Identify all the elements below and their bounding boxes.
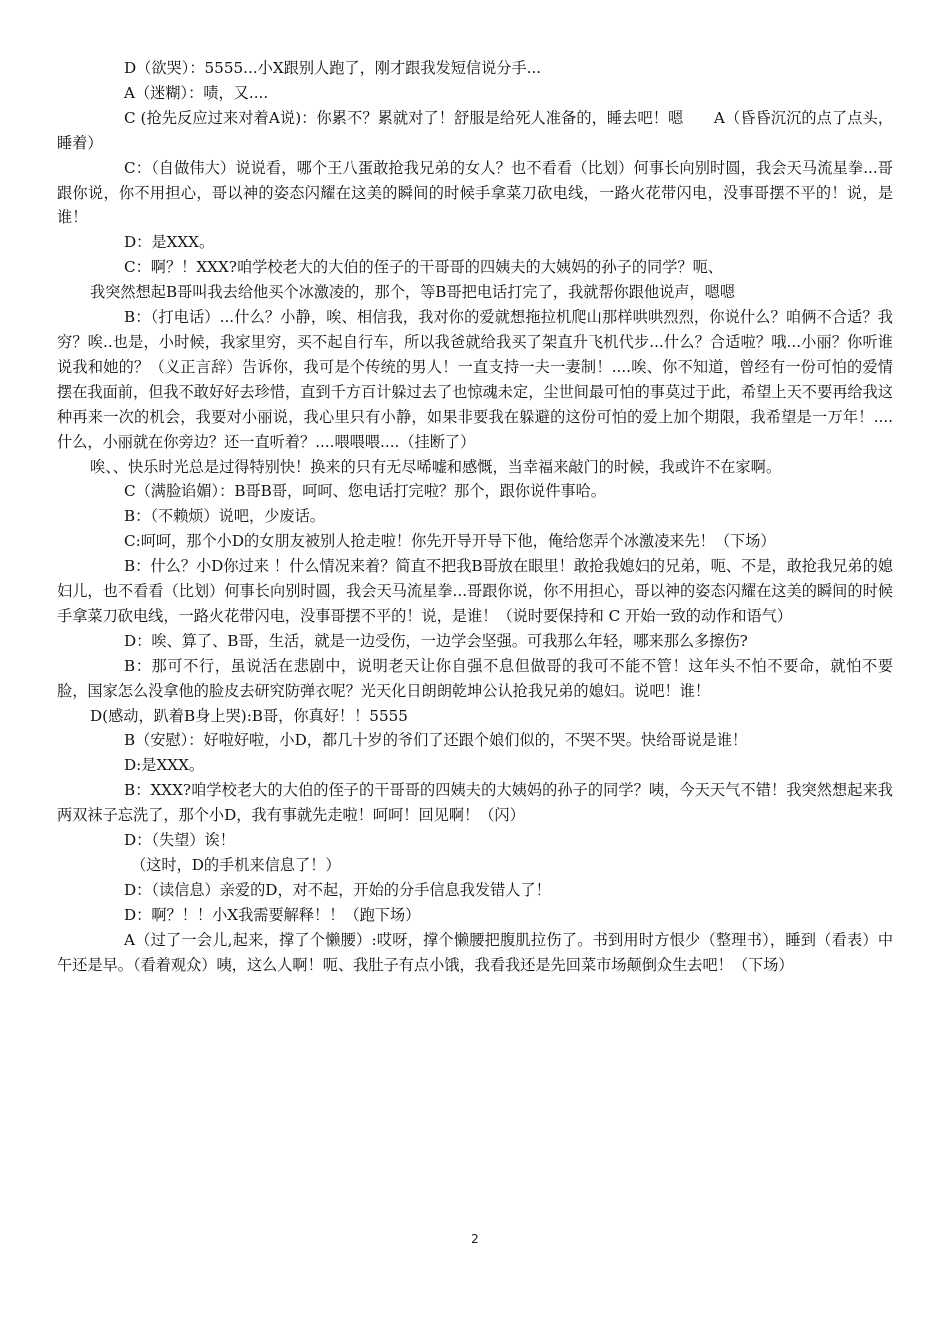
paragraph-9: 唉、、快乐时光总是过得特别快！换来的只有无尽唏嘘和感慨，当幸福来敲门的时候，我或许不在家啊。 — [90, 457, 782, 476]
paragraph-3: C (抢先反应过来对着A说)：你累不？累就对了！舒服是给死人准备的，睡去吧！嗯 A（昏昏沉沉的点了点头，睡着） — [57, 108, 893, 152]
paragraph-18: D:是XXX。 — [124, 756, 205, 775]
paragraph-14: D：唉、算了、B哥，生活，就是一边受伤，一边学会坚强。可我那么年轻，哪来那么多擦伤? — [124, 631, 748, 650]
paragraph-4: C：（自做伟大）说说看，哪个王八蛋敢抢我兄弟的女人？也不看看（比划）何事长向别时圆，我会天马流星拳...哥跟你说，你不用担心，哥以神的姿态闪耀在这美的瞬间的时候手拿菜刀砍电线，一路火花带闪电，没事哥摆不平的！说，是谁！ — [57, 158, 893, 227]
paragraph-23: D：啊？！！小X我需要解释！！（跑下场） — [124, 905, 421, 924]
paragraph-20: D：（失望）诶！ — [124, 831, 235, 850]
paragraph-16: D(感动，趴着B身上哭):B哥，你真好！！5555 — [90, 706, 408, 725]
paragraph-19: B：XXX?咱学校老大的大伯的侄子的干哥哥的四姨夫的大姨妈的孙子的同学？咦，今天天气不错！我突然想起来我两双袜子忘洗了，那个小D，我有事就先走啦！呵呵！回见啊！（闪） — [57, 781, 893, 825]
paragraph-10: C（满脸谄媚）：B哥B哥，呵呵、您电话打完啦？那个，跟你说件事哈。 — [124, 482, 606, 501]
paragraph-7: 我突然想起B哥叫我去给他买个冰激凌的，那个，等B哥把电话打完了，我就帮你跟他说声，嗯嗯 — [90, 283, 736, 302]
paragraph-11: B：（不赖烦）说吧，少废话。 — [124, 507, 325, 526]
page-number: 2 — [471, 1232, 479, 1246]
paragraph-13: B：什么？小D你过来 ！什么情况来着？简直不把我B哥放在眼里！敢抢我媳妇的兄弟，呃、不是，敢抢我兄弟的媳妇儿，也不看看（比划）何事长向别时圆，我会天马流星拳...哥跟你说，你不用担心，哥以神的姿态闪耀在这美的瞬间的时候手拿菜刀砍电线，一路火花带闪电，没事哥摆不平的！说，是谁！（说时要保持和 C 开始一致的动作和语气） — [57, 557, 893, 625]
paragraph-24: A（过了一会儿,起来，撑了个懒腰）:哎呀，撑个懒腰把腹肌拉伤了。书到用时方恨少（整理书），睡到（看表）中午还是早。（看着观众）咦，这么人啊！呃、我肚子有点小饿，我看我还是先回菜市场颠倒众生去吧！（下场） — [57, 930, 893, 974]
paragraph-21: （这时，D的手机来信息了！） — [131, 856, 341, 874]
paragraph-12: C:呵呵，那个小D的女朋友被别人抢走啦！你先开导开导下他，俺给您弄个冰激凌来先！（下场） — [124, 532, 776, 551]
document-body — [57, 56, 893, 978]
paragraph-15: B：那可不行，虽说活在悲剧中，说明老天让你自强不息但做哥的我可不能不管！这年头不怕不要命，就怕不要脸，国家怎么没拿他的脸皮去研究防弹衣呢？光天化日朗朗乾坤公认抢我兄弟的媳妇。说吧！谁！ — [57, 656, 893, 700]
paragraph-17: B（安慰）：好啦好啦，小D，都几十岁的爷们了还跟个娘们似的，不哭不哭。快给哥说是谁！ — [124, 731, 748, 750]
paragraph-5: D：是XXX。 — [124, 233, 215, 252]
paragraph-6: C：啊？！XXX?咱学校老大的大伯的侄子的干哥哥的四姨夫的大姨妈的孙子的同学？呃、 — [124, 258, 723, 277]
paragraph-2: A（迷糊）：啧，又.... — [124, 83, 269, 102]
paragraph-1: D（欲哭）：5555...小X跟别人跑了，刚才跟我发短信说分手... — [124, 59, 542, 77]
paragraph-22: D：（读信息）亲爱的D，对不起，开始的分手信息我发错人了！ — [124, 880, 551, 899]
paragraph-8: B：（打电话）...什么？小静，唉、相信我，我对你的爱就想拖拉机爬山那样哄哄烈烈，你说什么？咱俩不合适？我穷？唉..也是，小时候，我家里穷，买不起自行车，所以我爸就给我买了架直升飞机代步...什么？合适啦？哦...小丽？你听谁说我和她的？（义正言辞）告诉你，我可是个传统的男人！一直支持一夫一妻制！....唉、你不知道，曾经有一份可怕的爱情摆在我面前，但我不敢好好去珍惜，直到千方百计躲过去了也惊魂未定，尘世间最可怕的事莫过于此，希望上天不要再给我这种再来一次的机会，我要对小丽说，我心里只有小静，如果非要我在躲避的这份可怕的爱上加个期限，我希望是一万年！....什么，小丽就在你旁边？还一直听着？....喂喂喂....（挂断了） — [57, 308, 893, 451]
